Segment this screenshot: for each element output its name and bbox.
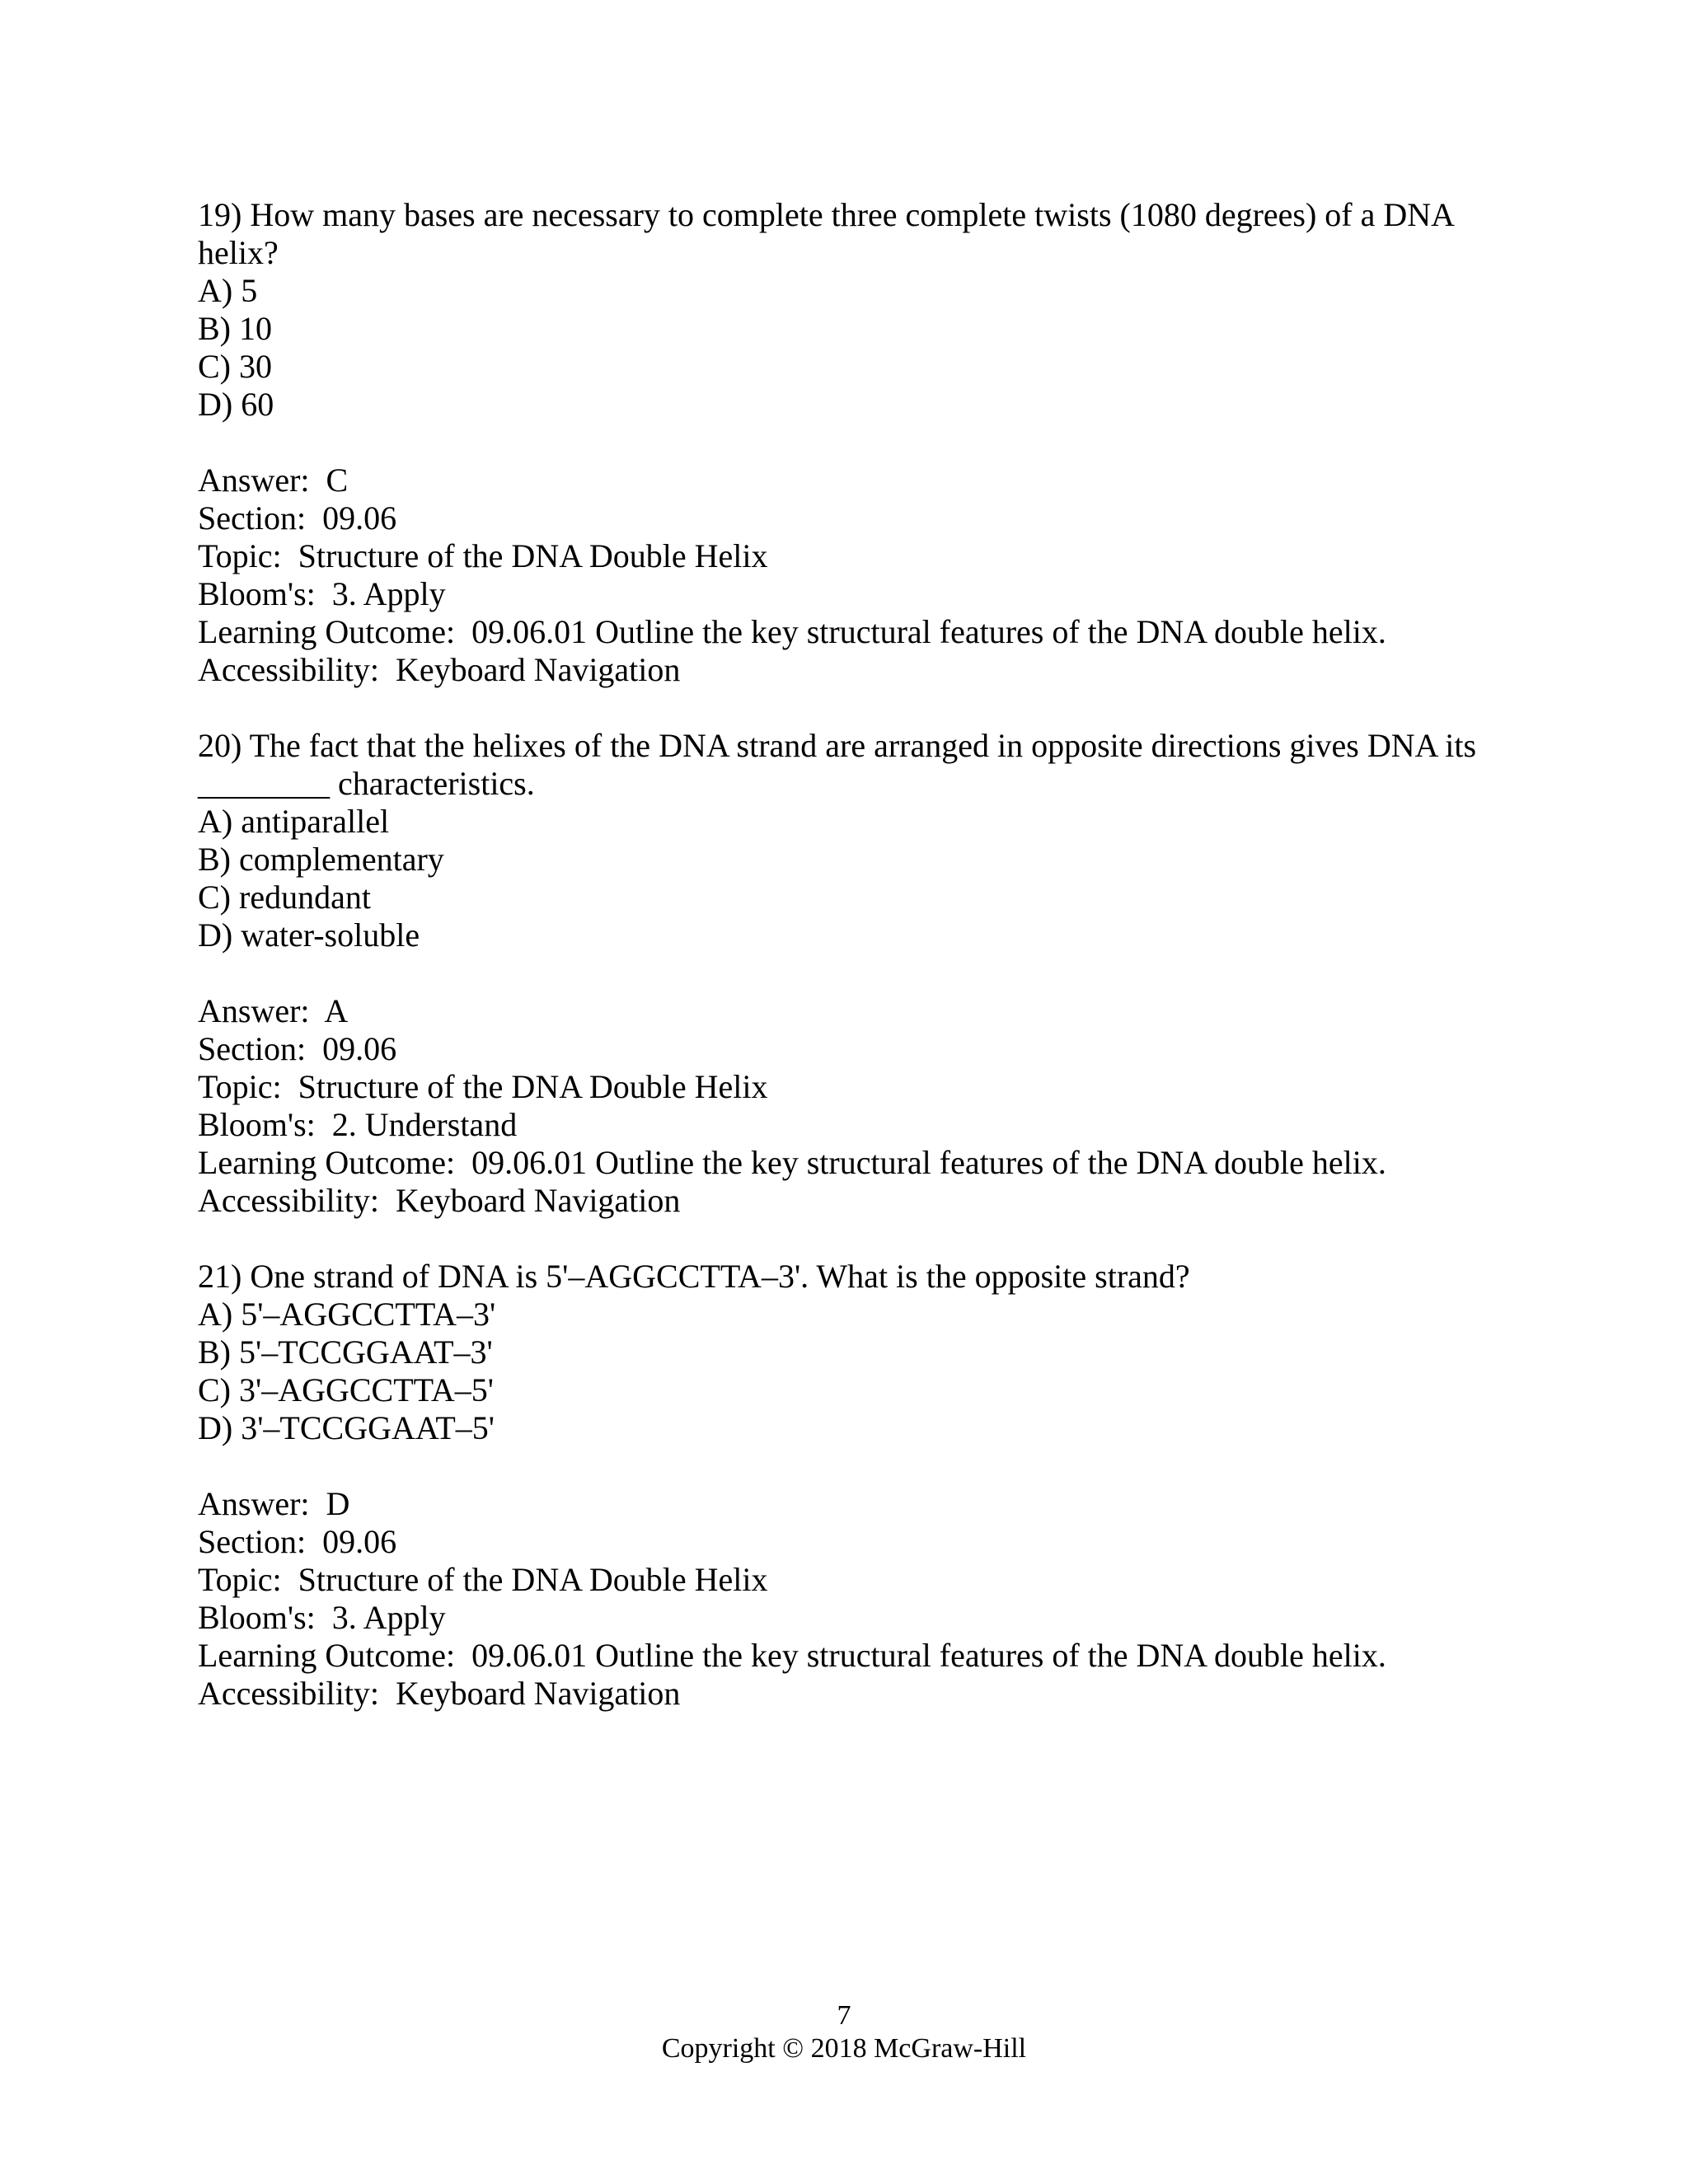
page-number: 7 xyxy=(837,2000,851,2031)
answer-key: Answer: D xyxy=(198,1485,350,1522)
answer-option: B) 10 xyxy=(198,310,272,347)
copyright-notice: Copyright © 2018 McGraw-Hill xyxy=(661,2033,1027,2064)
question-stem-line: 20) The fact that the helixes of the DNA strand are arranged in opposite directions gives DNA its xyxy=(198,727,1477,764)
question-21 xyxy=(198,1258,1517,1713)
question-stem-line: ________ characteristics. xyxy=(198,765,535,802)
answer-option: D) 3'–TCCGGAAT–5' xyxy=(198,1409,495,1446)
answer-option: C) 3'–AGGCCTTA–5' xyxy=(198,1371,494,1408)
answer-option: B) 5'–TCCGGAAT–3' xyxy=(198,1333,493,1371)
learning-outcome: Learning Outcome: 09.06.01 Outline the key structural features of the DNA double helix. xyxy=(198,613,1386,650)
blooms-info: Bloom's: 2. Understand xyxy=(198,1106,518,1143)
answer-option: A) 5'–AGGCCTTA–3' xyxy=(198,1296,496,1333)
section-info: Section: 09.06 xyxy=(198,499,397,537)
question-stem-line: 19) How many bases are necessary to complete three complete twists (1080 degrees) of a DNA xyxy=(198,196,1456,233)
learning-outcome: Learning Outcome: 09.06.01 Outline the key structural features of the DNA double helix. xyxy=(198,1637,1386,1674)
answer-option: D) 60 xyxy=(198,386,274,423)
section-info: Section: 09.06 xyxy=(198,1523,397,1560)
answer-option: B) complementary xyxy=(198,841,444,878)
topic-info: Topic: Structure of the DNA Double Helix xyxy=(198,537,768,574)
answer-key: Answer: A xyxy=(198,992,349,1029)
section-info: Section: 09.06 xyxy=(198,1030,397,1067)
answer-option: C) 30 xyxy=(198,348,272,385)
blooms-info: Bloom's: 3. Apply xyxy=(198,1599,446,1636)
topic-info: Topic: Structure of the DNA Double Helix xyxy=(198,1561,768,1598)
question-stem-line: 21) One strand of DNA is 5'–AGGCCTTA–3'. What is the opposite strand? xyxy=(198,1258,1190,1295)
answer-option: A) antiparallel xyxy=(198,803,390,840)
answer-option: A) 5 xyxy=(198,272,258,309)
spacer xyxy=(198,689,1517,727)
answer-option: D) water-soluble xyxy=(198,916,420,954)
question-stem-line: helix? xyxy=(198,234,279,271)
learning-outcome: Learning Outcome: 09.06.01 Outline the key structural features of the DNA double helix. xyxy=(198,1144,1386,1181)
question-list xyxy=(198,196,1517,1713)
spacer xyxy=(198,424,1517,462)
answer-key: Answer: C xyxy=(198,462,349,499)
spacer xyxy=(198,1447,1517,1485)
answer-option: C) redundant xyxy=(198,879,371,916)
accessibility-info: Accessibility: Keyboard Navigation xyxy=(198,651,681,688)
blooms-info: Bloom's: 3. Apply xyxy=(198,575,446,612)
question-20 xyxy=(198,727,1517,1220)
question-19 xyxy=(198,196,1517,689)
spacer xyxy=(198,954,1517,992)
accessibility-info: Accessibility: Keyboard Navigation xyxy=(198,1675,681,1712)
accessibility-info: Accessibility: Keyboard Navigation xyxy=(198,1182,681,1219)
spacer xyxy=(198,1220,1517,1258)
topic-info: Topic: Structure of the DNA Double Helix xyxy=(198,1068,768,1105)
